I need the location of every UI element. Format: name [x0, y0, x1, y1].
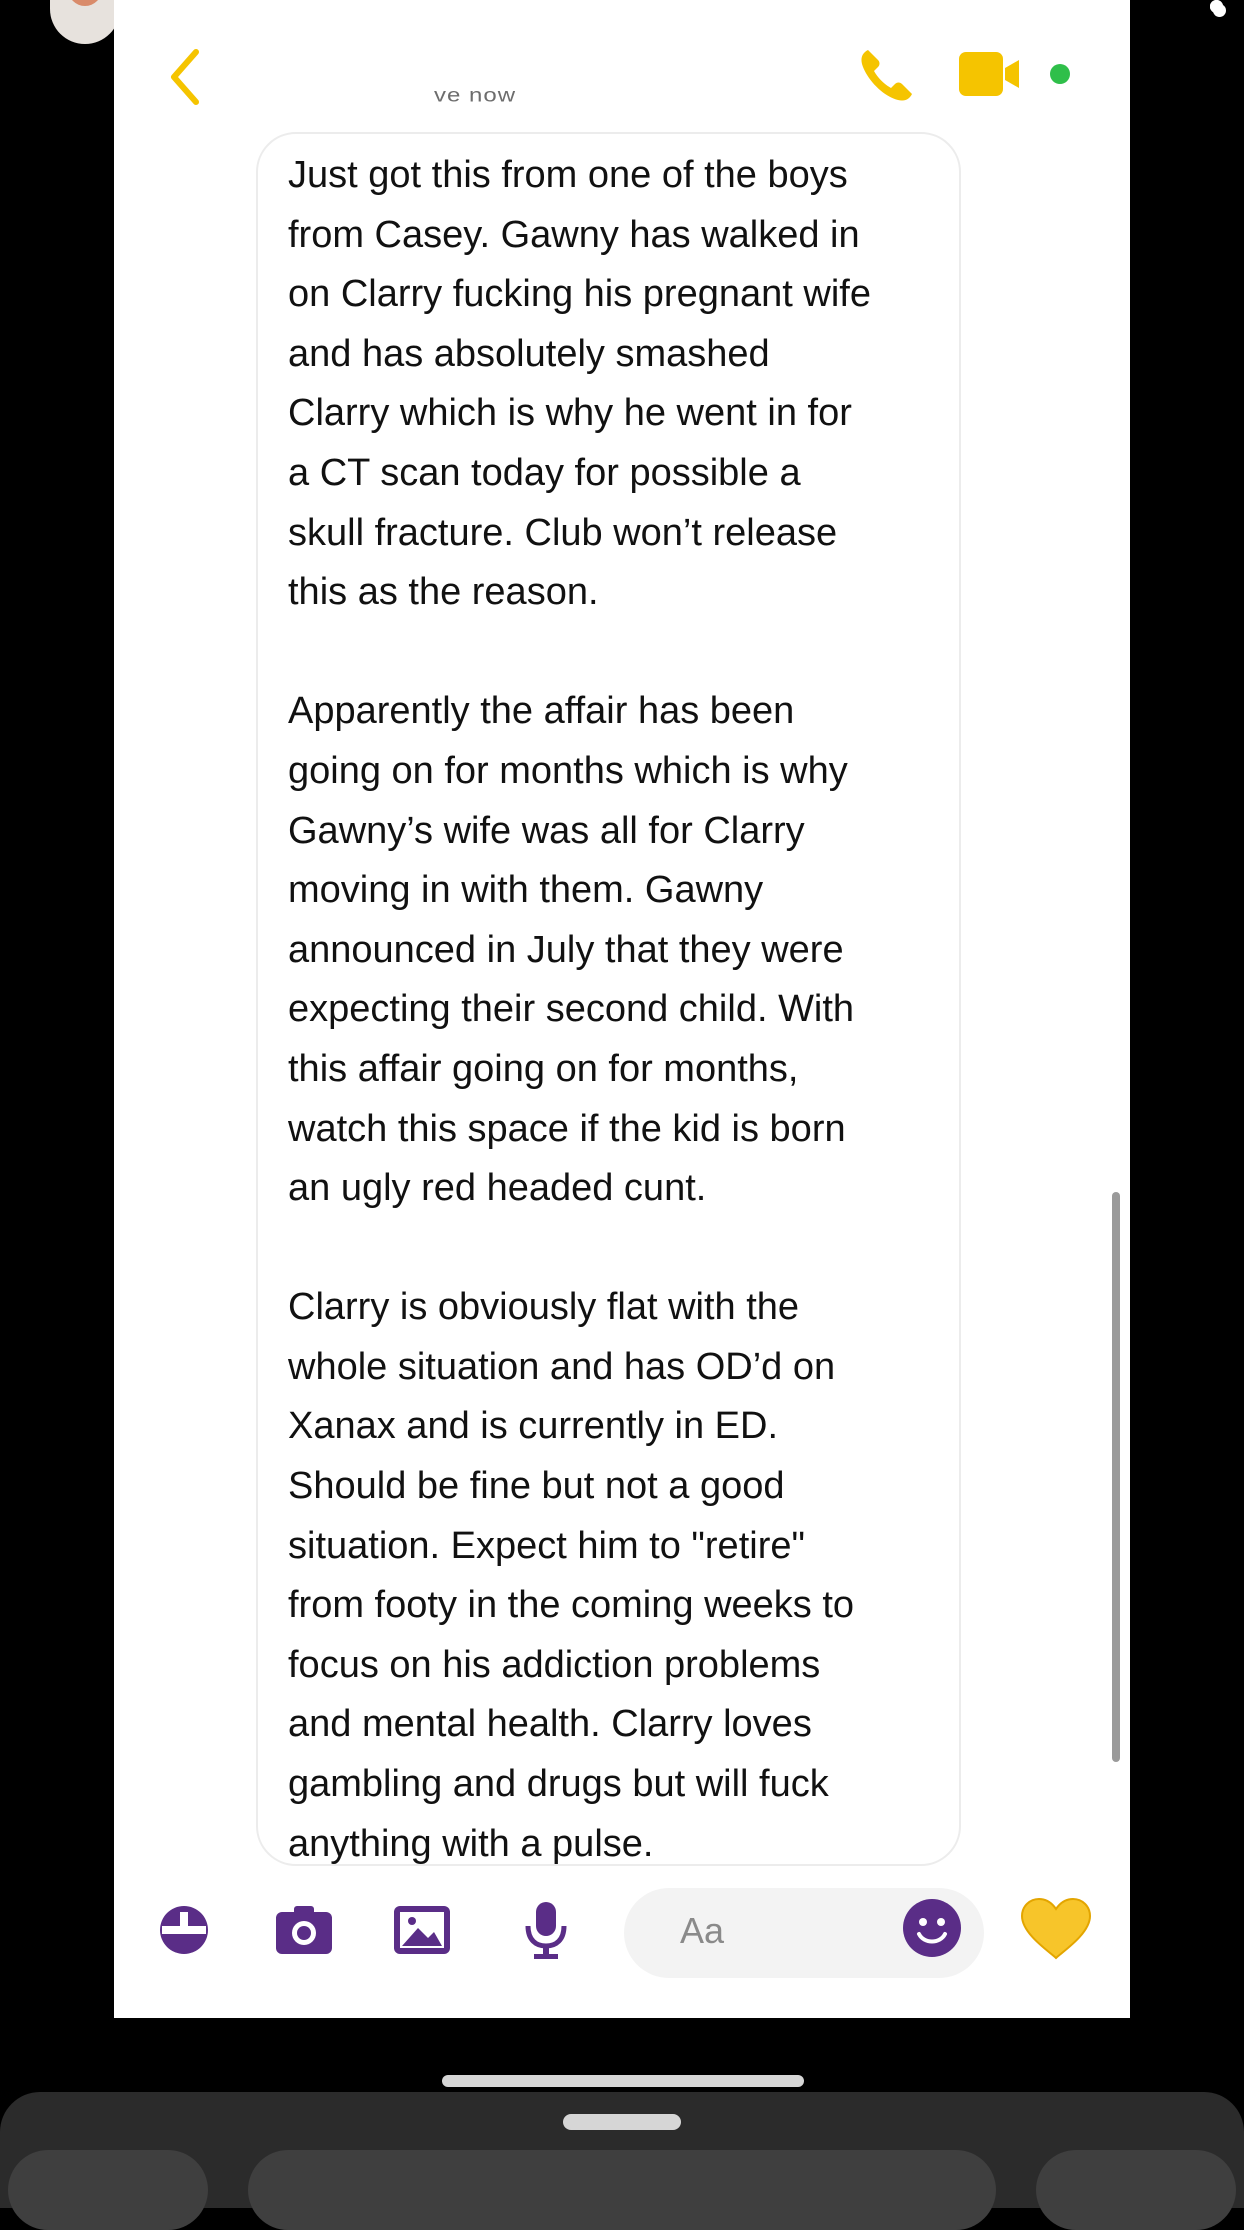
home-indicator: [442, 2075, 804, 2087]
phone-icon[interactable]: [854, 44, 918, 108]
video-camera-icon[interactable]: [959, 50, 1023, 98]
message-screenshot: [114, 0, 1130, 2018]
reply-more-button[interactable]: [1036, 2150, 1236, 2230]
story-avatar[interactable]: [50, 0, 120, 44]
avatar-face: [68, 0, 102, 6]
message-timestamp: ve now: [434, 84, 517, 107]
scrollbar[interactable]: [1112, 1192, 1120, 1762]
emoji-icon[interactable]: [902, 1898, 962, 1958]
microphone-icon[interactable]: [514, 1898, 578, 1962]
heart-icon[interactable]: [1020, 1896, 1092, 1962]
composer-bar: [114, 1870, 1130, 1994]
camera-icon[interactable]: [272, 1898, 336, 1962]
photo-icon[interactable]: [390, 1898, 454, 1962]
panel-grabber[interactable]: [563, 2114, 681, 2130]
more-options-dot: [1213, 4, 1226, 17]
online-status-dot: [1050, 64, 1070, 84]
message-text: Just got this from one of the boys from Casey. Gawny has walked in on Clarry fucking his pregnant wife and has absolutely smashed Clarry which is why he went in for a CT scan today for possible a skull fracture. Club won’t release this as the reason. Apparently the affair has been going on for months which is why Gawny’s wife was all for Clarry moving in with them. Gawny announced in July that they were expecting their second child. With this affair going on for months, watch this space if the kid is born an ugly red headed cunt. Clarry is obviously flat with the whole situation and has OD’d on Xanax and is currently in ED. Should be fine but not a good situation. Expect him to "retire" from footy in the coming weeks to focus on his addiction problems and mental health. Clarry loves gambling and drugs but will fuck anything with a pulse.: [288, 154, 871, 1865]
reply-input[interactable]: [248, 2150, 996, 2230]
reply-camera-button[interactable]: [8, 2150, 208, 2230]
message-input-placeholder: Aa: [680, 1910, 725, 1951]
plus-icon[interactable]: [152, 1898, 216, 1962]
back-chevron-icon[interactable]: [166, 48, 206, 106]
